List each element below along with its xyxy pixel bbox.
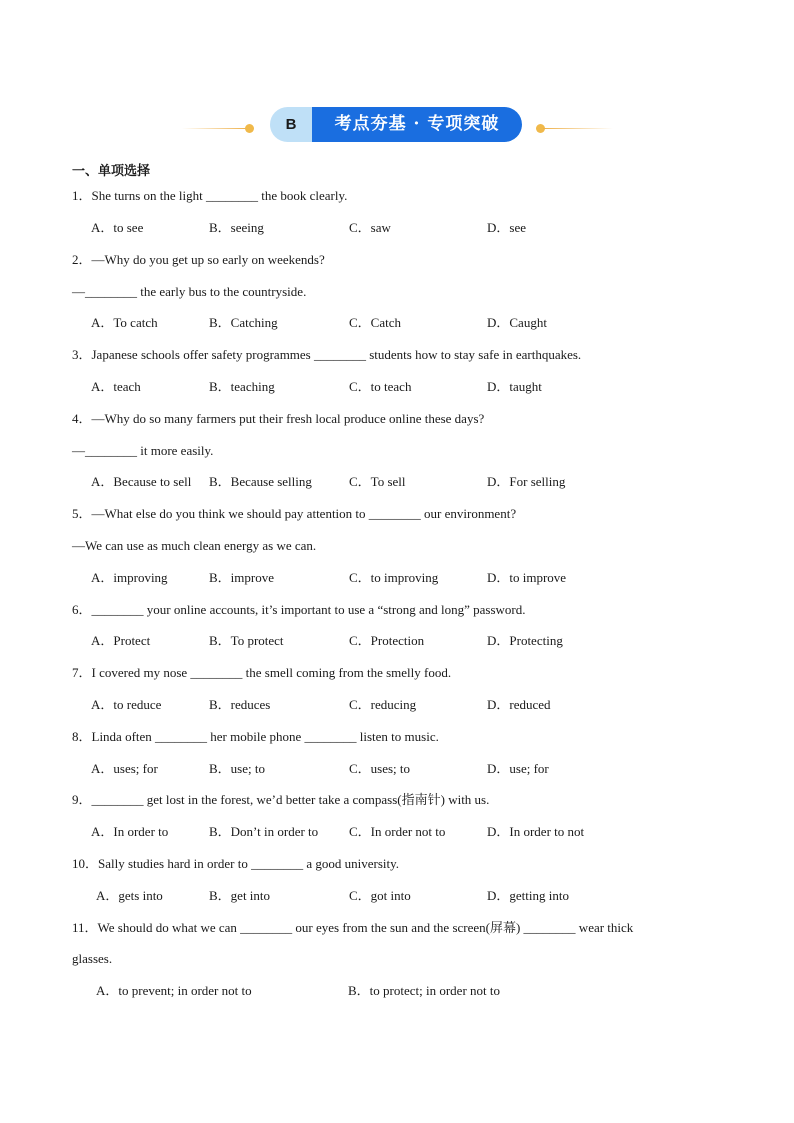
q6-option-a: A．Protect xyxy=(91,633,151,648)
q3-option-a: A．teach xyxy=(91,379,141,394)
q3-option-b: B．teaching xyxy=(209,379,275,394)
banner-deco-line-right xyxy=(543,128,613,129)
question-5: 5．—What else do you think we should pay attention to ________ our environment? xyxy=(72,506,517,521)
banner-deco-dot-left xyxy=(245,124,254,133)
question-2: 2．—Why do you get up so early on weekends? xyxy=(72,252,325,267)
q8-option-a: A．uses; for xyxy=(91,761,158,776)
q10-option-a: A．gets into xyxy=(96,888,163,903)
q5-option-d: D．to improve xyxy=(487,570,567,585)
q1-option-b: B．seeing xyxy=(209,220,264,235)
q4-option-d: D．For selling xyxy=(487,474,566,489)
q7-option-d: D．reduced xyxy=(487,697,551,712)
banner-title: 考点夯基 · 专项突破 xyxy=(312,107,522,142)
question-3: 3．Japanese schools offer safety programmes ________ students how to stay safe in earthquakes. xyxy=(72,347,582,362)
q1-option-a: A．to see xyxy=(91,220,144,235)
q5-option-b: B．improve xyxy=(209,570,274,585)
question-11: 11．We should do what we can ________ our eyes from the sun and the screen(屏幕) ________ wear thick xyxy=(72,920,634,935)
question-10: 10．Sally studies hard in order to ________ a good university. xyxy=(72,856,400,871)
q9-option-d: D．In order to not xyxy=(487,824,585,839)
q2-option-c: C．Catch xyxy=(349,315,401,330)
q5-option-c: C．to improving xyxy=(349,570,439,585)
section-title: 一、单项选择 xyxy=(72,164,151,179)
banner-pill xyxy=(270,107,522,142)
q4-option-b: B．Because selling xyxy=(209,474,312,489)
q11-option-b: B．to protect; in order not to xyxy=(348,983,501,998)
q1-option-d: D．see xyxy=(487,220,526,235)
q7-option-a: A．to reduce xyxy=(91,697,162,712)
q4-option-c: C．To sell xyxy=(349,474,406,489)
q2-option-d: D．Caught xyxy=(487,315,547,330)
q9-option-c: C．In order not to xyxy=(349,824,446,839)
q1-option-c: C．saw xyxy=(349,220,391,235)
q6-option-b: B．To protect xyxy=(209,633,284,648)
q8-option-b: B．use; to xyxy=(209,761,265,776)
q9-option-b: B．Don’t in order to xyxy=(209,824,319,839)
question-7: 7．I covered my nose ________ the smell coming from the smelly food. xyxy=(72,665,452,680)
q3-option-d: D．taught xyxy=(487,379,542,394)
section-banner xyxy=(0,107,794,143)
q8-option-c: C．uses; to xyxy=(349,761,411,776)
question-9: 9．________ get lost in the forest, we’d better take a compass(指南针) with us. xyxy=(72,792,490,807)
q10-option-b: B．get into xyxy=(209,888,271,903)
question-2-reply: —________ the early bus to the countryside. xyxy=(72,284,307,299)
q11-option-a: A．to prevent; in order not to xyxy=(96,983,252,998)
q7-option-c: C．reducing xyxy=(349,697,417,712)
q3-option-c: C．to teach xyxy=(349,379,412,394)
question-5-reply: —We can use as much clean energy as we can. xyxy=(72,538,317,553)
q6-option-d: D．Protecting xyxy=(487,633,563,648)
question-11-continued: glasses. xyxy=(72,951,113,966)
q6-option-c: C．Protection xyxy=(349,633,425,648)
question-1: 1．She turns on the light ________ the book clearly. xyxy=(72,188,348,203)
q7-option-b: B．reduces xyxy=(209,697,271,712)
q2-option-a: A．To catch xyxy=(91,315,158,330)
q10-option-d: D．getting into xyxy=(487,888,569,903)
question-6: 6．________ your online accounts, it’s important to use a “strong and long” password. xyxy=(72,602,526,617)
banner-deco-line-left xyxy=(182,128,248,129)
q5-option-a: A．improving xyxy=(91,570,168,585)
q9-option-a: A．In order to xyxy=(91,824,169,839)
q8-option-d: D．use; for xyxy=(487,761,549,776)
q10-option-c: C．got into xyxy=(349,888,411,903)
q2-option-b: B．Catching xyxy=(209,315,278,330)
question-8: 8．Linda often ________ her mobile phone ________ listen to music. xyxy=(72,729,439,744)
question-4: 4．—Why do so many farmers put their fresh local produce online these days? xyxy=(72,411,485,426)
banner-letter: B xyxy=(285,116,297,133)
question-4-reply: —________ it more easily. xyxy=(72,443,214,458)
q4-option-a: A．Because to sell xyxy=(91,474,192,489)
